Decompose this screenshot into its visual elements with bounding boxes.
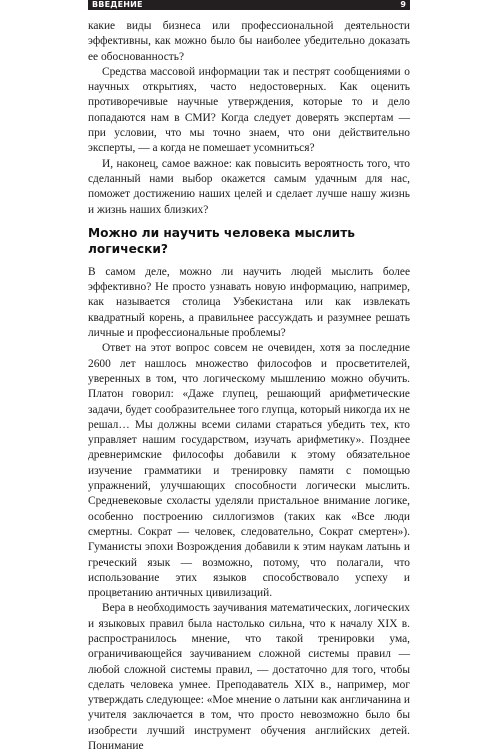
paragraph: Вера в необходимость заучивания математических, логических и языковых правил была настолько сильна, что к началу XIX в. распространилось мнение, что такой тренировки ума, ограничивающейся заучиванием сложной системы правил — любой сложной системы правил, — достаточно для того, чтобы сделать человека умнее. Преподаватель XIX в., например, мог утверждать следующее: «Мое мнение о латыни как англичанина и учителя заключается в том, что просто невозможно было бы изобрести лучший инструмент обучения английских детей. Понимание xyxy=(88,602,411,753)
page-number: 9 xyxy=(400,0,406,9)
paragraph: В самом деле, можно ли научить людей мыслить более эффективно? Не просто узнавать новую информацию, например, как называется столица Узбекистана или как извлекать квадратный корень, а правильнее рассуждать и разумнее решать личные и профессиональные проблемы? xyxy=(88,265,410,340)
paragraph: Ответ на этот вопрос совсем не очевиден, хотя за последние 2600 лет нашлось множество философов и просветителей, уверенных в том, что логическому мышлению можно обучить. Платон говорил: «Даже глупец, решающий арифметические задачи, будет сообразительнее того глупца, который никогда их не решал… Мы должны всеми силами стараться убедить тех, кто управляет нашим государством, изучать арифметику». Позднее древнеримские философы добавили к этому обязательное изучение грамматики и тренировку памяти с помощью упражнений, улучшающих способности логически мыслить. Средневековые схоласты уделяли пристальное внимание логике, особенно построению силлогизмов (таких как «Все люди смертны. Сократ — человек, следовательно, Сократ смертен»). Гуманисты эпохи Возрождения добавили к этим наукам латынь и греческий язык — возможно, потому, что полагали, что использование этих языков способствовало успеху и процветанию античных цивилизаций. xyxy=(88,342,410,600)
page-body xyxy=(88,19,410,754)
paragraph: Средства массовой информации так и пестрят сообщениями о научных открытиях, часто недостоверных. Как оценить противоречивые научные утверждения, которые то и дело попадаются нам в СМИ? Когда следует доверять экспертам — при условии, что мы точно знаем, что они действительно эксперты, — а когда не помешает усомниться? xyxy=(88,65,410,155)
running-header xyxy=(88,0,410,10)
paragraph-continued: какие виды бизнеса или профессиональной деятельности эффективны, как можно было бы наиболее убедительно доказать ее обоснованность? xyxy=(88,20,410,63)
section-heading: Можно ли научить человека мыслить логически? xyxy=(88,225,355,256)
running-head-title: ВВЕДЕНИЕ xyxy=(92,0,143,9)
paragraph: И, наконец, самое важное: как повысить вероятность того, что сделанный нами выбор окажется самым удачным для нас, поможет достижению наших целей и сделает лучше нашу жизнь и жизнь наших близких? xyxy=(88,157,410,216)
